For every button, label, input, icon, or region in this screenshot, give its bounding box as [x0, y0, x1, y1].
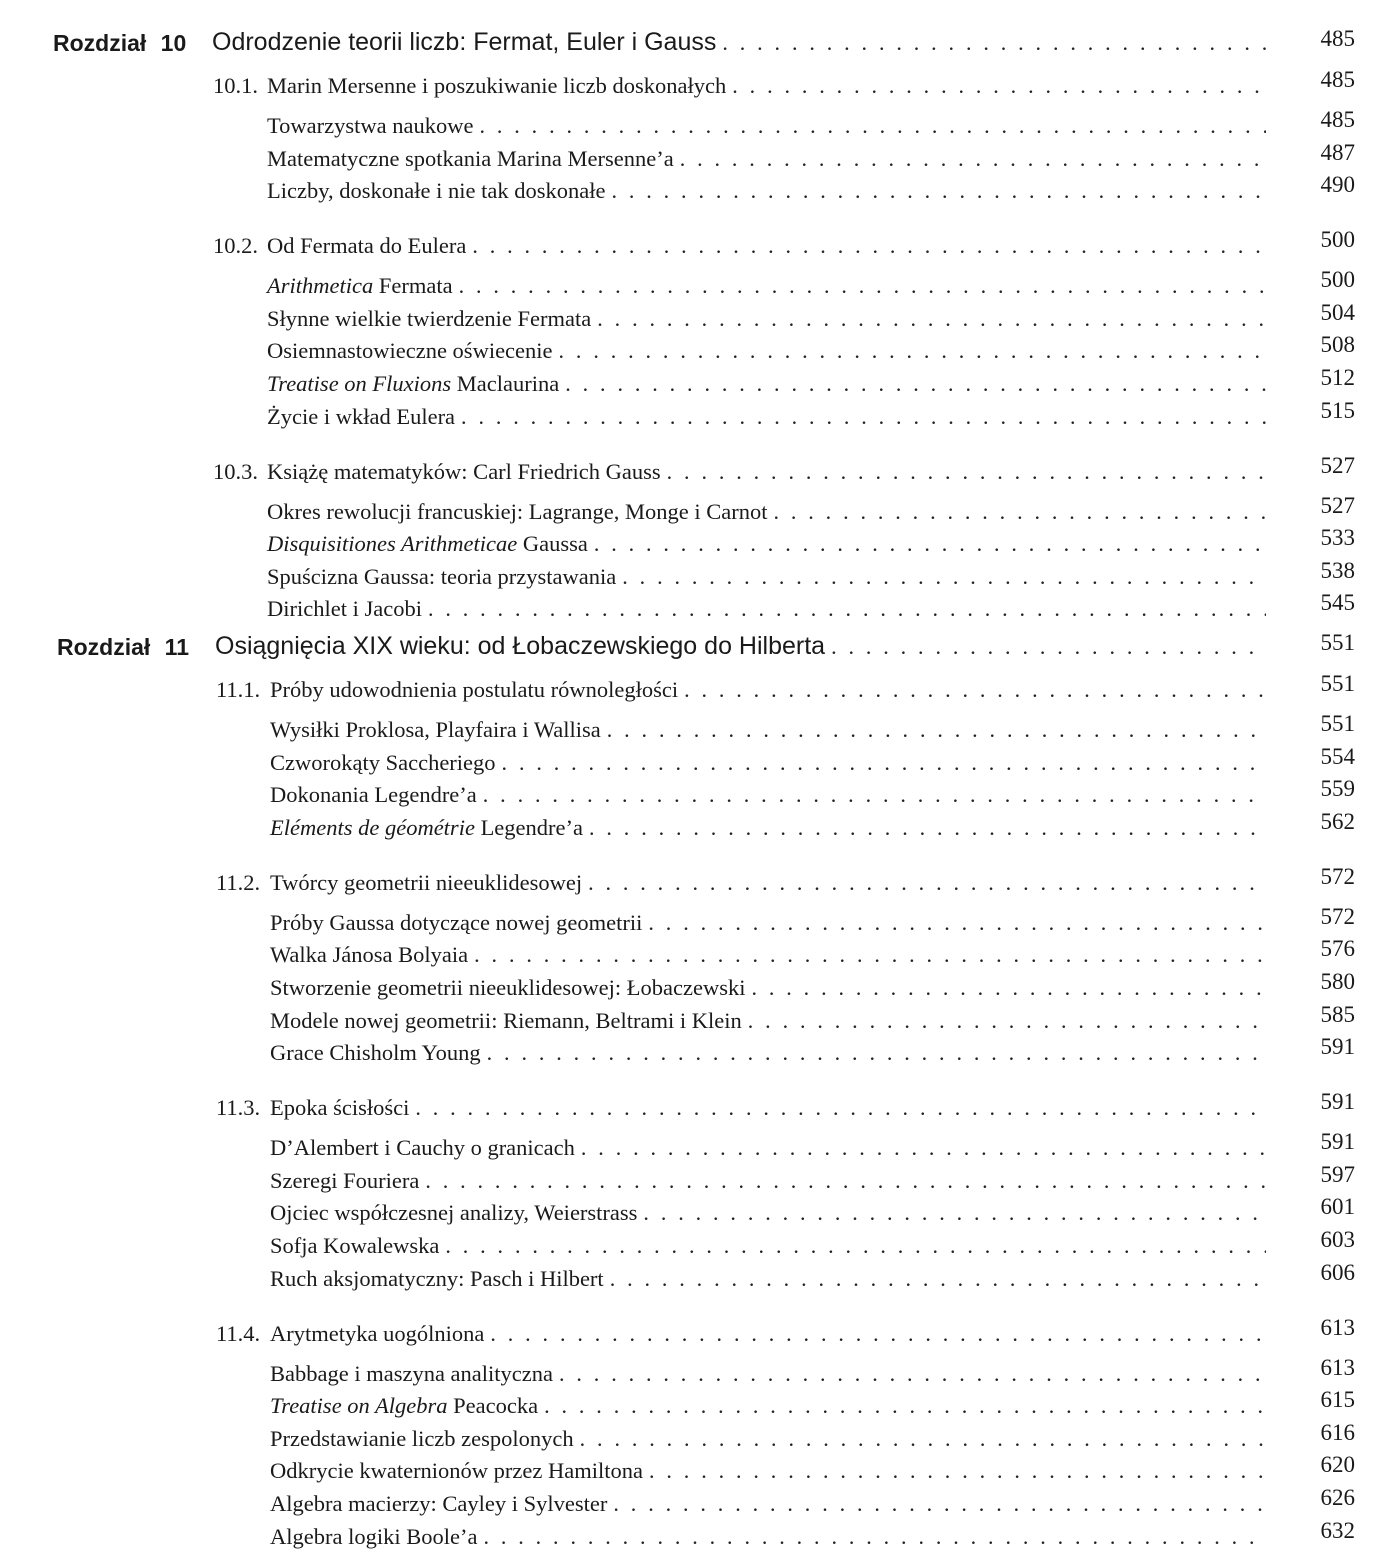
subsection-title — [270, 942, 468, 968]
dot-leader — [425, 1168, 1266, 1194]
subsection-title-text: Ruch aksjomatyczny: Pasch i Hilbert — [270, 1265, 604, 1291]
subsection-row — [270, 1361, 1272, 1387]
subsection-title-text: Peacocka — [447, 1393, 539, 1419]
page-number: 580 — [1320, 969, 1355, 994]
subsection-row — [267, 306, 1272, 332]
subsection-row — [267, 371, 1272, 397]
page-number: 616 — [1320, 1419, 1355, 1445]
dot-leader — [580, 1426, 1266, 1452]
dot-leader — [474, 942, 1266, 968]
page-number: 632 — [1320, 1517, 1355, 1543]
dot-leader — [490, 1321, 1266, 1347]
section-title-row — [270, 677, 1272, 703]
subsection-title-text: Babbage i maszyna analityczna — [270, 1360, 553, 1386]
page-number: 485 — [1320, 107, 1355, 132]
subsection-title — [270, 750, 496, 776]
page-number: 538 — [1320, 557, 1355, 583]
subsection-row — [270, 1458, 1272, 1484]
subsection-row — [267, 596, 1272, 622]
subsection-title-text: Legendre’a — [474, 814, 583, 840]
section-title-row — [267, 459, 1272, 485]
subsection-title — [267, 113, 473, 139]
subsection-title-text: Dokonania Legendre’a — [270, 782, 477, 808]
subsection-row — [270, 750, 1272, 776]
dot-leader — [594, 531, 1266, 557]
dot-leader — [831, 634, 1266, 660]
page-number: 500 — [1320, 227, 1355, 253]
subsection-row — [267, 113, 1272, 139]
section-title: Epoka ścisłości — [270, 1095, 410, 1121]
subsection-title-text: Spuścizna Gaussa: teoria przystawania — [267, 563, 617, 589]
page-number: 487 — [1320, 139, 1355, 165]
page-number: 620 — [1320, 1452, 1355, 1478]
dot-leader — [581, 1135, 1266, 1161]
dot-leader — [502, 750, 1266, 776]
subsection-row — [267, 273, 1272, 299]
subsection-row — [270, 1135, 1272, 1161]
subsection-title-text: Okres rewolucji francuskiej: Lagrange, Monge i Carnot — [267, 498, 768, 524]
page-number: 591 — [1320, 1129, 1355, 1155]
subsection-row — [270, 975, 1272, 1001]
page-number: 545 — [1320, 590, 1355, 616]
subsection-title-text: Algebra logiki Boole’a — [270, 1523, 478, 1549]
dot-leader — [622, 564, 1266, 590]
subsection-title — [270, 1168, 419, 1194]
dot-leader — [445, 1233, 1266, 1259]
chapter-number: 11 — [158, 634, 189, 660]
dot-leader — [479, 113, 1266, 139]
subsection-title-text: Gaussa — [517, 531, 588, 557]
subsection-title — [270, 1266, 604, 1292]
subsection-title — [270, 815, 583, 841]
subsection-title-text: Matematyczne spotkania Marina Mersenne’a — [267, 145, 674, 171]
subsection-title — [270, 782, 477, 808]
subsection-row — [270, 1040, 1272, 1066]
subsection-row — [270, 1393, 1272, 1419]
section-title: Twórcy geometrii nieeuklidesowej — [270, 869, 583, 895]
subsection-row — [270, 942, 1272, 968]
section-title: Od Fermata do Eulera — [267, 233, 467, 259]
subsection-title-italic: Arithmetica — [267, 273, 374, 299]
subsection-title — [270, 1040, 481, 1066]
page-number: 551 — [1320, 671, 1355, 696]
subsection-row — [270, 1426, 1272, 1452]
subsection-title-text: Modele nowej geometrii: Riemann, Beltrami i Klein — [270, 1007, 742, 1033]
dot-leader — [684, 677, 1266, 703]
page-number: 613 — [1320, 1314, 1355, 1340]
subsection-title-text: Sofja Kowalewska — [270, 1233, 440, 1258]
chapter-title-row — [215, 632, 1272, 661]
subsection-row — [270, 1266, 1272, 1292]
section-title-row — [270, 1321, 1272, 1347]
subsection-row — [270, 1524, 1272, 1550]
subsection-title — [267, 499, 767, 525]
dot-leader — [461, 404, 1266, 430]
subsection-title — [270, 1458, 643, 1484]
subsection-title-italic: Treatise on Fluxions — [267, 371, 452, 396]
subsection-row — [267, 531, 1272, 557]
page-number: 559 — [1320, 776, 1355, 802]
subsection-title — [270, 717, 601, 743]
page-number: 572 — [1320, 863, 1355, 889]
section-title: Książę matematyków: Carl Friedrich Gauss — [267, 458, 661, 484]
subsection-title — [267, 338, 553, 364]
subsection-title — [270, 910, 642, 936]
subsection-title-text: Wysiłki Proklosa, Playfaira i Wallisa — [270, 717, 601, 742]
subsection-title — [270, 1491, 607, 1517]
subsection-title-text: Życie i wkład Eulera — [267, 403, 456, 429]
chapter-label — [53, 30, 186, 57]
subsection-row — [270, 910, 1272, 936]
page-number: 527 — [1320, 492, 1355, 518]
subsection-row — [270, 717, 1272, 743]
page-number: 585 — [1320, 1001, 1355, 1027]
page-number: 613 — [1320, 1354, 1355, 1380]
page-number: 562 — [1320, 808, 1355, 834]
subsection-title-text: Fermata — [373, 273, 453, 299]
dot-leader — [773, 499, 1266, 525]
section-title: Arytmetyka uogólniona — [270, 1320, 485, 1346]
subsection-title-text: Osiemnastowieczne oświecenie — [267, 338, 553, 364]
dot-leader — [643, 1200, 1266, 1226]
section-number: 11.4. — [216, 1320, 261, 1346]
page-number: 591 — [1320, 1089, 1355, 1115]
subsection-title — [270, 1426, 574, 1452]
subsection-title-text: Dirichlet i Jacobi — [267, 596, 422, 622]
subsection-row — [267, 146, 1272, 172]
page-number: 485 — [1320, 26, 1355, 51]
subsection-row — [267, 404, 1272, 430]
page-number: 504 — [1320, 299, 1355, 325]
page-number: 533 — [1320, 525, 1355, 551]
page-number: 508 — [1320, 332, 1355, 358]
subsection-title — [267, 371, 559, 397]
subsection-title-text: Czworokąty Saccheriego — [270, 749, 496, 775]
page-number: 572 — [1320, 903, 1355, 929]
dot-leader — [748, 1008, 1266, 1034]
dot-leader — [667, 459, 1266, 485]
section-number: 11.1. — [216, 677, 261, 702]
chapter-number: 10 — [154, 30, 187, 56]
subsection-title-text: Odkrycie kwaternionów przez Hamiltona — [270, 1458, 643, 1484]
dot-leader — [483, 1524, 1266, 1550]
subsection-title — [267, 178, 605, 204]
chapter-title-row — [212, 28, 1272, 57]
subsection-row — [270, 1491, 1272, 1517]
subsection-title-text: Próby Gaussa dotyczące nowej geometrii — [270, 909, 643, 935]
chapter-title: Osiągnięcia XIX wieku: od Łobaczewskiego do Hilberta — [215, 632, 826, 660]
subsection-title-italic: Eléments de géométrie — [270, 814, 475, 840]
subsection-title-text: Maclaurina — [451, 371, 560, 396]
page-number: 551 — [1320, 711, 1355, 736]
section-number: 11.3. — [216, 1095, 261, 1121]
dot-leader — [415, 1095, 1266, 1121]
subsection-title-text: Stworzenie geometrii nieeuklidesowej: Łobaczewski — [270, 975, 746, 1000]
page-number: 515 — [1320, 397, 1355, 423]
subsection-title-text: Grace Chisholm Young — [270, 1040, 481, 1066]
page-number: 626 — [1320, 1485, 1355, 1510]
subsection-title — [270, 975, 745, 1001]
subsection-title-text: Ojciec współczesnej analizy, Weierstrass — [270, 1200, 638, 1226]
dot-leader — [544, 1393, 1266, 1419]
section-number: 10.1. — [213, 73, 258, 98]
subsection-row — [270, 1168, 1272, 1194]
section-title-row — [270, 1095, 1272, 1121]
page-number: 551 — [1320, 630, 1355, 655]
subsection-title — [267, 273, 453, 299]
subsection-title-text: Słynne wielkie twierdzenie Fermata — [267, 305, 592, 331]
subsection-row — [270, 815, 1272, 841]
dot-leader — [559, 338, 1266, 364]
subsection-row — [267, 499, 1272, 525]
page-number: 591 — [1320, 1034, 1355, 1060]
subsection-title — [267, 306, 591, 332]
section-number: 10.2. — [213, 233, 258, 259]
dot-leader — [613, 1491, 1266, 1517]
dot-leader — [732, 73, 1266, 99]
chapter-word: Rozdział — [57, 634, 151, 660]
section-title: Marin Mersenne i poszukiwanie liczb doskonałych — [267, 73, 727, 98]
dot-leader — [649, 1458, 1266, 1484]
subsection-title — [270, 1361, 553, 1387]
subsection-row — [267, 564, 1272, 590]
page-number: 554 — [1320, 743, 1355, 769]
dot-leader — [565, 371, 1266, 397]
section-number: 11.2. — [216, 869, 261, 895]
page-number: 601 — [1320, 1194, 1355, 1220]
subsection-title — [270, 1233, 439, 1259]
dot-leader — [648, 910, 1266, 936]
subsection-row — [267, 338, 1272, 364]
subsection-row — [270, 1233, 1272, 1259]
dot-leader — [597, 306, 1266, 332]
chapter-title: Odrodzenie teorii liczb: Fermat, Euler i Gauss — [212, 28, 717, 56]
chapter-word: Rozdział — [53, 30, 147, 56]
section-number: 10.3. — [213, 458, 258, 484]
subsection-title — [267, 564, 616, 590]
dot-leader — [459, 273, 1266, 299]
dot-leader — [611, 178, 1266, 204]
page-number: 490 — [1320, 172, 1355, 198]
subsection-title — [270, 1200, 637, 1226]
dot-leader — [559, 1361, 1266, 1387]
subsection-title-text: Liczby, doskonałe i nie tak doskonałe — [267, 178, 606, 204]
subsection-title — [267, 146, 674, 172]
subsection-title-text: Przedstawianie liczb zespolonych — [270, 1425, 574, 1451]
subsection-title-text: Walka Jánosa Bolyaia — [270, 942, 469, 968]
dot-leader — [607, 717, 1266, 743]
subsection-title-italic: Treatise on Algebra — [270, 1393, 448, 1419]
subsection-title — [270, 1135, 575, 1161]
page-number: 603 — [1320, 1227, 1355, 1252]
subsection-title-italic: Disquisitiones Arithmeticae — [267, 531, 518, 557]
section-title-row — [270, 870, 1272, 896]
dot-leader — [589, 815, 1266, 841]
subsection-row — [270, 1200, 1272, 1226]
dot-leader — [610, 1266, 1266, 1292]
dot-leader — [483, 782, 1266, 808]
subsection-row — [267, 178, 1272, 204]
subsection-title — [270, 1008, 742, 1034]
dot-leader — [680, 146, 1266, 172]
subsection-title-text: Szeregi Fouriera — [270, 1167, 420, 1193]
subsection-title — [270, 1524, 477, 1550]
page-number: 485 — [1320, 67, 1355, 92]
dot-leader — [588, 870, 1266, 896]
page-number: 606 — [1320, 1259, 1355, 1285]
subsection-row — [270, 782, 1272, 808]
dot-leader — [722, 30, 1266, 56]
page-number: 512 — [1320, 365, 1355, 390]
subsection-title — [267, 531, 588, 557]
subsection-title — [267, 404, 455, 430]
section-title-row — [267, 73, 1272, 99]
subsection-title-text: Algebra macierzy: Cayley i Sylvester — [270, 1491, 608, 1516]
chapter-label — [57, 634, 189, 661]
dot-leader — [472, 233, 1266, 259]
section-title-row — [267, 233, 1272, 259]
subsection-title — [267, 596, 422, 622]
page-number: 576 — [1320, 936, 1355, 962]
page-number: 500 — [1320, 267, 1355, 293]
subsection-title-text: Towarzystwa naukowe — [267, 113, 474, 138]
section-title: Próby udowodnienia postulatu równoległości — [270, 677, 679, 702]
page-number: 527 — [1320, 452, 1355, 478]
subsection-title-text: D’Alembert i Cauchy o granicach — [270, 1135, 575, 1161]
dot-leader — [428, 596, 1266, 622]
dot-leader — [487, 1040, 1266, 1066]
subsection-title — [270, 1393, 538, 1419]
dot-leader — [751, 975, 1266, 1001]
page-number: 615 — [1320, 1387, 1355, 1413]
page-number: 597 — [1320, 1161, 1355, 1187]
subsection-row — [270, 1008, 1272, 1034]
